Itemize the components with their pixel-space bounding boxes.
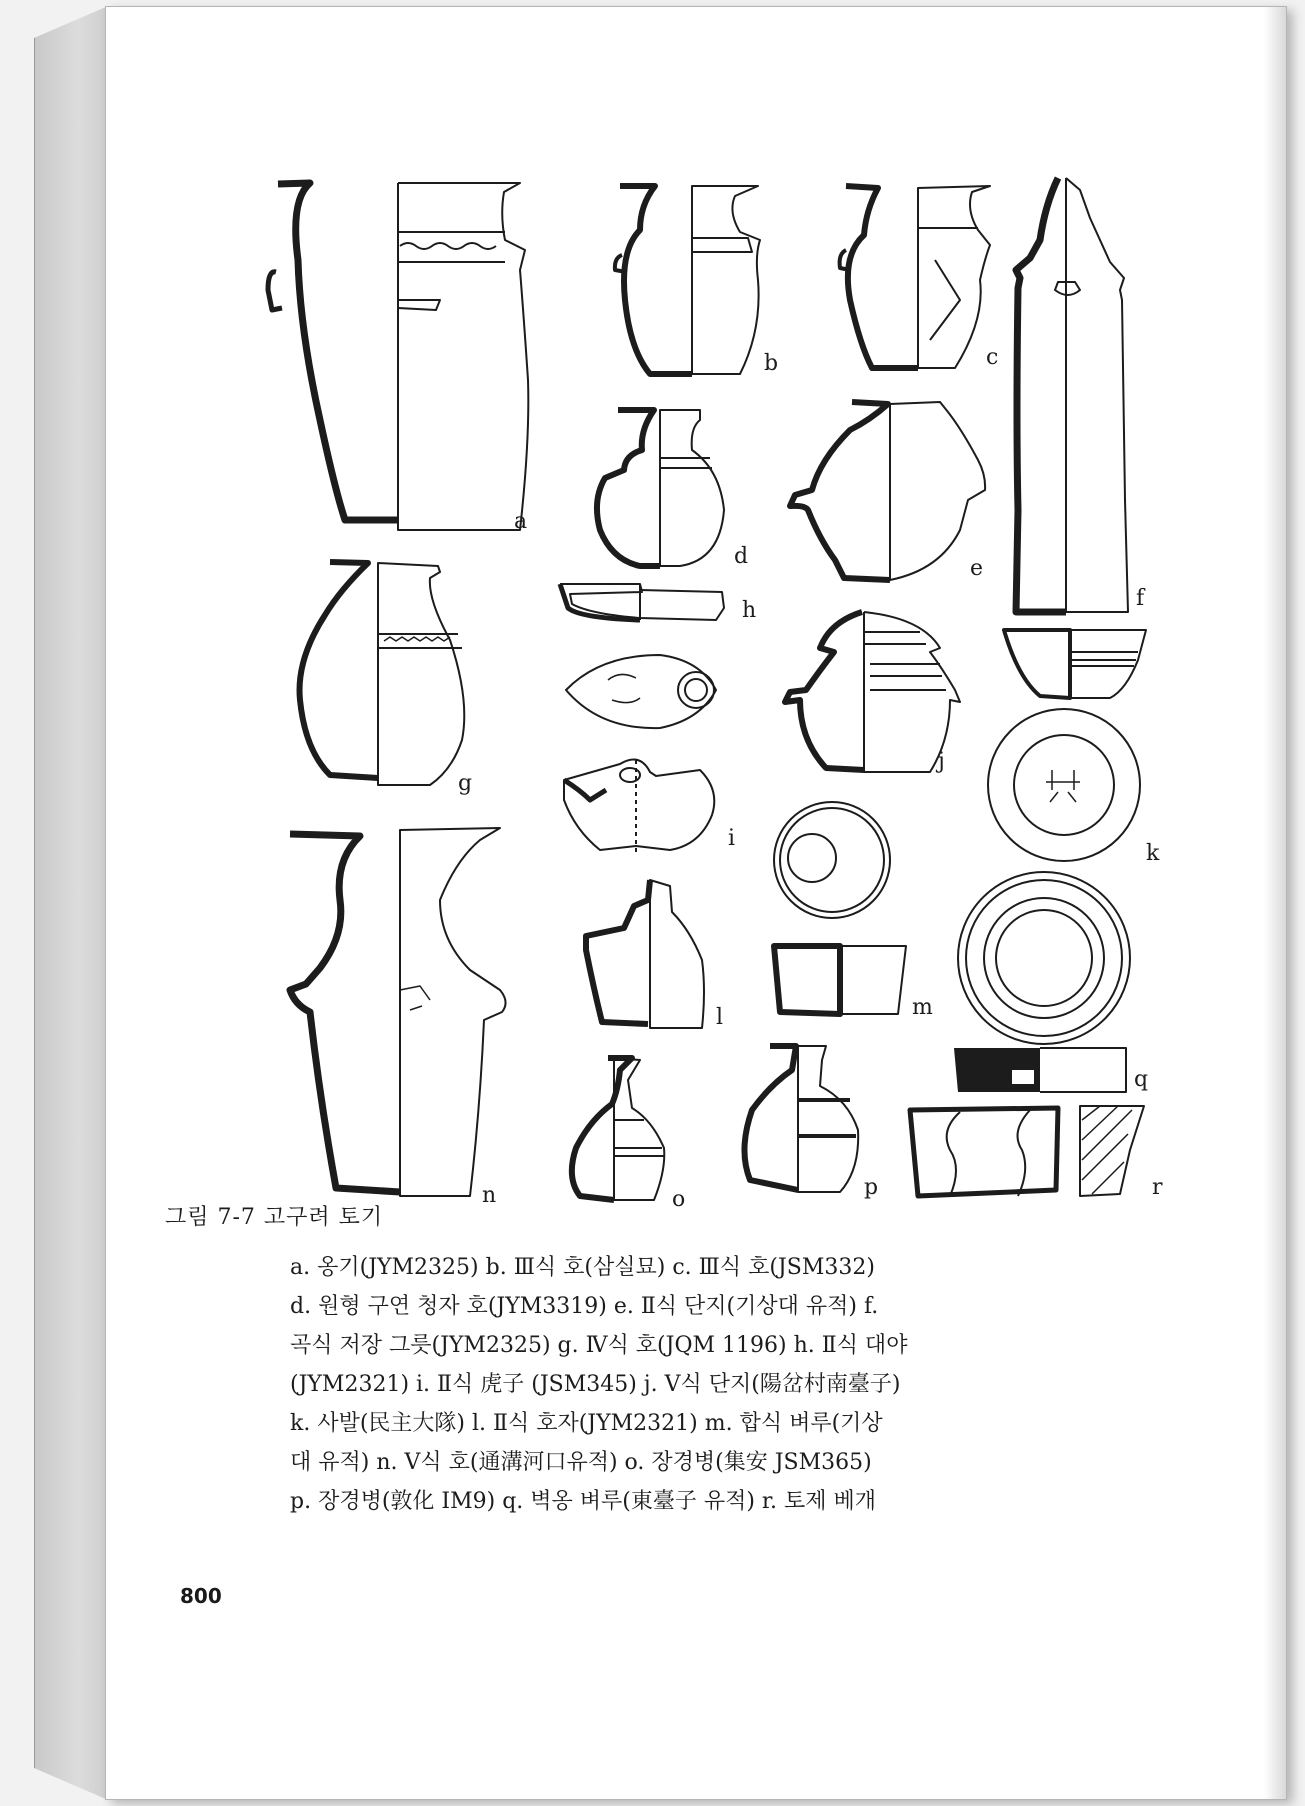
caption-line: p. 장경병(敦化 IM9) q. 벽옹 벼루(東臺子 유적) r. 토제 베개	[290, 1489, 877, 1514]
vessel-a	[268, 183, 528, 534]
vessel-k	[988, 630, 1160, 866]
vessel-c	[840, 186, 999, 370]
label-i: i	[728, 826, 736, 851]
vessel-p	[744, 1046, 878, 1200]
vessel-n	[290, 828, 506, 1208]
label-g: g	[458, 771, 473, 796]
vessel-b	[615, 186, 778, 376]
caption-line: k. 사발(民主大隊) l. Ⅱ식 호자(JYM2321) m. 합식 벼루(기상	[290, 1411, 883, 1436]
caption-line: d. 원형 구연 청자 호(JYM3319) e. Ⅱ식 단지(기상대 유적) f.	[290, 1294, 879, 1319]
figure-title: 그림 7-7 고구려 토기	[165, 1205, 384, 1230]
label-h: h	[742, 598, 757, 623]
label-r: r	[1152, 1175, 1163, 1200]
vessel-m	[774, 802, 933, 1020]
figure-caption	[290, 1248, 1140, 1521]
label-c: c	[986, 345, 999, 370]
vessel-d	[597, 410, 748, 569]
label-a: a	[514, 509, 528, 534]
caption-line: 대 유적) n. Ⅴ식 호(通溝河口유적) o. 장경병(集安 JSM365)	[290, 1450, 872, 1475]
caption-line: (JYM2321) i. Ⅱ식 虎子 (JSM345) j. Ⅴ식 단지(陽岔村南臺子)	[290, 1372, 901, 1397]
label-d: d	[734, 544, 749, 569]
vessel-l	[586, 880, 723, 1030]
vessel-j	[785, 612, 960, 774]
vessel-h	[560, 584, 756, 623]
vessel-e	[790, 402, 985, 581]
vessel-f	[1016, 178, 1146, 612]
caption-line: 곡식 저장 그릇(JYM2325) g. Ⅳ식 호(JQM 1196) h. Ⅱ식 대야	[290, 1333, 908, 1358]
label-o: o	[672, 1187, 686, 1212]
vessel-g	[300, 562, 473, 796]
label-j: j	[938, 749, 945, 774]
vessel-r	[910, 1106, 1163, 1200]
label-q: q	[1134, 1067, 1149, 1092]
label-e: e	[970, 556, 984, 581]
label-f: f	[1136, 586, 1145, 611]
label-k: k	[1146, 841, 1160, 866]
label-m: m	[912, 995, 933, 1020]
label-p: p	[864, 1175, 879, 1200]
label-l: l	[716, 1005, 724, 1030]
label-n: n	[482, 1183, 497, 1208]
vessel-q	[954, 872, 1148, 1092]
caption-line: a. 옹기(JYM2325) b. Ⅲ식 호(삼실묘) c. Ⅲ식 호(JSM332)	[290, 1255, 875, 1280]
vessel-i	[564, 655, 735, 852]
page-number: 800	[180, 1584, 222, 1608]
vessel-o	[572, 1058, 685, 1212]
label-b: b	[764, 351, 779, 376]
